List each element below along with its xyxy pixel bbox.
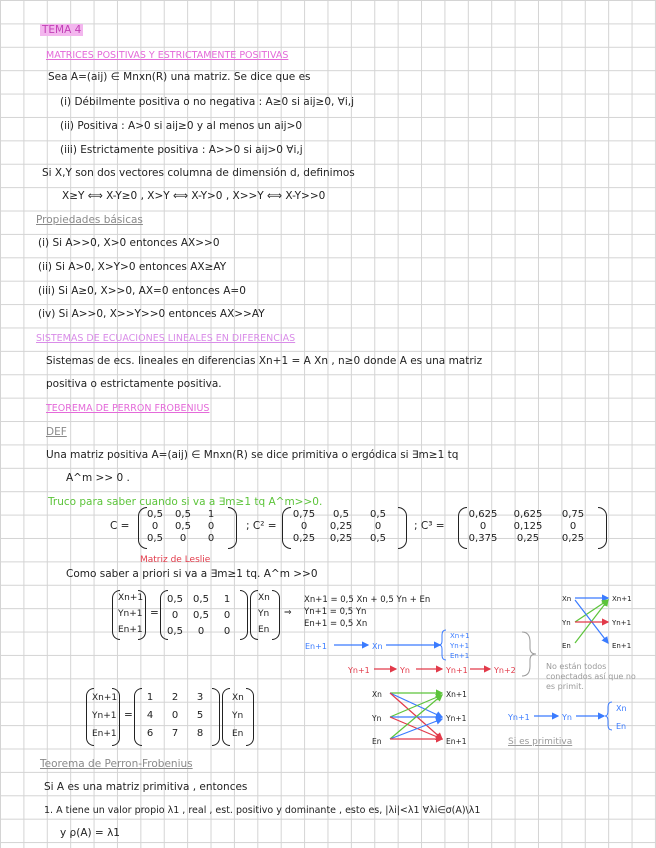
matrix-cell: 0,25 <box>516 533 540 544</box>
vector-entry: En <box>258 625 270 635</box>
text-line: A^m >> 0 . <box>66 472 130 484</box>
vector-entry: En+1 <box>118 625 143 635</box>
text-line: (ii) Positiva : A>0 si aij≥0 y al menos un aij>0 <box>60 120 303 132</box>
note-primitive: Si es primitiva <box>508 737 573 747</box>
chain-node: Yn <box>400 666 410 675</box>
matrix-cell: 0,375 <box>468 533 498 544</box>
graph-node: Xn+1 <box>446 690 467 699</box>
equation: Yn+1 = 0,5 Yn <box>304 607 367 617</box>
text-line: 1. A tiene un valor propio λ1 , real , est. positivo y dominante , esto es, |λi|<λ1 ∀λi∈σ(A)\λ1 <box>44 805 481 816</box>
implies-sign: ⇒ <box>284 608 292 618</box>
graph-node: Yn+1 <box>446 714 467 723</box>
section-heading-basic-properties: Propiedades básicas <box>36 214 143 226</box>
text-line: Una matriz positiva A=(aij) ∈ Mnxn(R) se dice primitiva o ergódica si ∃m≥1 tq <box>46 449 459 461</box>
graph-node: En <box>562 642 571 650</box>
leslie-label: Matriz de Leslie <box>140 555 211 565</box>
text-line: (iii) Si A≥0, X>>0, AX=0 entonces A=0 <box>38 285 246 297</box>
matrix-cell: 0,5 <box>175 509 191 520</box>
brace <box>605 702 612 730</box>
vector-entry: Yn+1 <box>92 711 117 721</box>
matrix-cell: 6 <box>146 728 154 739</box>
text-line: Si X,Y son dos vectores columna de dimensión d, definimos <box>42 167 355 179</box>
matrix-cell: 0,625 <box>468 509 498 520</box>
vector-entry: Yn+1 <box>118 609 143 619</box>
text-line: Si A es una matriz primitiva , entonces <box>44 781 248 793</box>
matrix-cell: 0 <box>171 610 179 621</box>
matrix-label-c2: ; C² = <box>246 520 277 532</box>
matrix-cell: 0 <box>479 521 487 532</box>
vector-entry: Yn <box>232 711 244 721</box>
text-line: Sea A=(aij) ∈ Mnxn(R) una matriz. Se dice que es <box>48 71 311 83</box>
chain-node: Xn <box>372 642 383 651</box>
def-label: DEF <box>46 426 67 438</box>
section-heading-perron-frobenius: TEOREMA DE PERRON FROBENIUS <box>46 403 210 414</box>
graph-edge <box>575 600 608 622</box>
matrix-cell: 0,25 <box>329 521 353 532</box>
matrix-label-c: C = <box>110 520 130 532</box>
equation: En+1 = 0,5 Xn <box>304 619 368 629</box>
graph-node: Yn+1 <box>612 619 632 627</box>
matrix-cell: 3 <box>196 692 204 703</box>
matrix-cell: 0 <box>151 521 159 532</box>
matrix-cell: 0,5 <box>167 626 183 637</box>
text-line: (i) Si A>>0, X>0 entonces AX>>0 <box>38 237 220 249</box>
matrix-cell: 0 <box>223 626 231 637</box>
matrix-cell: 0,125 <box>513 521 543 532</box>
matrix-cell: 0,5 <box>175 521 191 532</box>
matrix-cell: 0,5 <box>370 509 386 520</box>
section-heading-pf-theorem: Teorema de Perron-Frobenius <box>40 758 193 770</box>
matrix-cell: 0,5 <box>370 533 386 544</box>
chain-node: Xn+1 <box>450 632 470 640</box>
chain-node: Yn <box>562 713 572 722</box>
text-line: Como saber a priori si va a ∃m≥1 tq. A^m >>0 <box>66 568 318 580</box>
graph-node: Xn <box>372 690 382 699</box>
matrix-cell: 0 <box>179 533 187 544</box>
matrix-cell: 4 <box>146 710 154 721</box>
matrix-cell: 0 <box>569 521 577 532</box>
matrix-cell: 7 <box>171 728 179 739</box>
matrix-cell: 1 <box>146 692 154 703</box>
text-line: (i) Débilmente positiva o no negativa : A≥0 si aij≥0, ∀i,j <box>60 96 355 108</box>
graph-node: Yn <box>372 714 382 723</box>
chain-node: Yn+2 <box>494 666 516 675</box>
vector-entry: Xn+1 <box>92 693 118 703</box>
vector-entry: Xn <box>258 593 270 603</box>
graph-node: En+1 <box>612 642 632 650</box>
equation: Xn+1 = 0,5 Xn + 0,5 Yn + En <box>304 595 431 605</box>
matrix-cell: 0,75 <box>561 509 585 520</box>
matrix-cell: 1 <box>223 594 231 605</box>
vector-entry: En <box>232 729 244 739</box>
brace <box>522 632 536 676</box>
matrix-cell: 0,5 <box>333 509 349 520</box>
matrix-label-c3: ; C³ = <box>414 520 445 532</box>
chain-node: Yn+1 <box>508 713 530 722</box>
matrix-cell: 0 <box>197 626 205 637</box>
matrix-cell: 0,625 <box>513 509 543 520</box>
matrix-cell: 0 <box>374 521 382 532</box>
section-heading-positive-matrices: MATRICES POSITIVAS Y ESTRICTAMENTE POSITIVAS <box>46 50 289 61</box>
vector-entry: Xn+1 <box>118 593 144 603</box>
trick-note: Truco para saber cuando si va a ∃m≥1 tq A^m>>0. <box>48 496 323 508</box>
equals-sign: = <box>124 709 133 721</box>
equals-sign: = <box>150 607 159 619</box>
matrix-cell: 0 <box>207 533 215 544</box>
matrix-cell: 1 <box>207 509 215 520</box>
vector-entry: Yn <box>258 609 270 619</box>
text-line: X≥Y ⟺ X-Y≥0 , X>Y ⟺ X-Y>0 , X>>Y ⟺ X-Y>>0 <box>62 190 326 202</box>
note-not-primitive: No están todos conectados así que no es primit. <box>546 662 636 691</box>
matrix-cell: 8 <box>196 728 204 739</box>
vector-entry: En+1 <box>92 729 117 739</box>
matrix-cell: 0,5 <box>147 509 163 520</box>
chain-node: En+1 <box>450 652 470 660</box>
chain-node: Yn+1 <box>450 642 470 650</box>
graph-node: En <box>372 737 382 746</box>
chain-node: Yn+1 <box>446 666 468 675</box>
page-title: TEMA 4 <box>42 24 82 36</box>
matrix-cell: 0,5 <box>193 610 209 621</box>
matrix-cell: 0,25 <box>292 533 316 544</box>
chain-node: En+1 <box>305 642 327 651</box>
matrix-cell: 0,5 <box>193 594 209 605</box>
text-line: (iv) Si A>>0, X>>Y>>0 entonces AX>>AY <box>38 308 265 320</box>
matrix-cell: 0,75 <box>292 509 316 520</box>
matrix-cell: 0,25 <box>561 533 585 544</box>
graph-node: Yn <box>562 619 571 627</box>
matrix-cell: 0 <box>223 610 231 621</box>
matrix-cell: 0 <box>207 521 215 532</box>
matrix-cell: 0 <box>171 710 179 721</box>
text-line: (ii) Si A>0, X>Y>0 entonces AX≥AY <box>38 261 227 273</box>
brace <box>439 630 446 660</box>
chain-node: En <box>616 722 627 731</box>
vector-entry: Xn <box>232 693 244 703</box>
text-line: Sistemas de ecs. lineales en diferencias Xn+1 = A Xn , n≥0 donde A es una matriz <box>46 355 483 367</box>
chain-node: Yn+1 <box>348 666 370 675</box>
matrix-cell: 5 <box>196 710 204 721</box>
graph-node: En+1 <box>446 737 467 746</box>
graph-node: Xn <box>562 595 572 603</box>
matrix-cell: 0,25 <box>329 533 353 544</box>
matrix-cell: 2 <box>171 692 179 703</box>
text-line: positiva o estrictamente positiva. <box>46 378 222 390</box>
chain-node: Xn <box>616 704 627 713</box>
text-line: (iii) Estrictamente positiva : A>>0 si aij>0 ∀i,j <box>60 144 303 156</box>
section-heading-linear-systems: SISTEMAS DE ECUACIONES LINEALES EN DIFERENCIAS <box>36 333 296 344</box>
matrix-cell: 0,5 <box>147 533 163 544</box>
graph-node: Xn+1 <box>612 595 632 603</box>
matrix-cell: 0,5 <box>167 594 183 605</box>
matrix-cell: 0 <box>300 521 308 532</box>
text-line: y ρ(A) = λ1 <box>60 827 120 839</box>
